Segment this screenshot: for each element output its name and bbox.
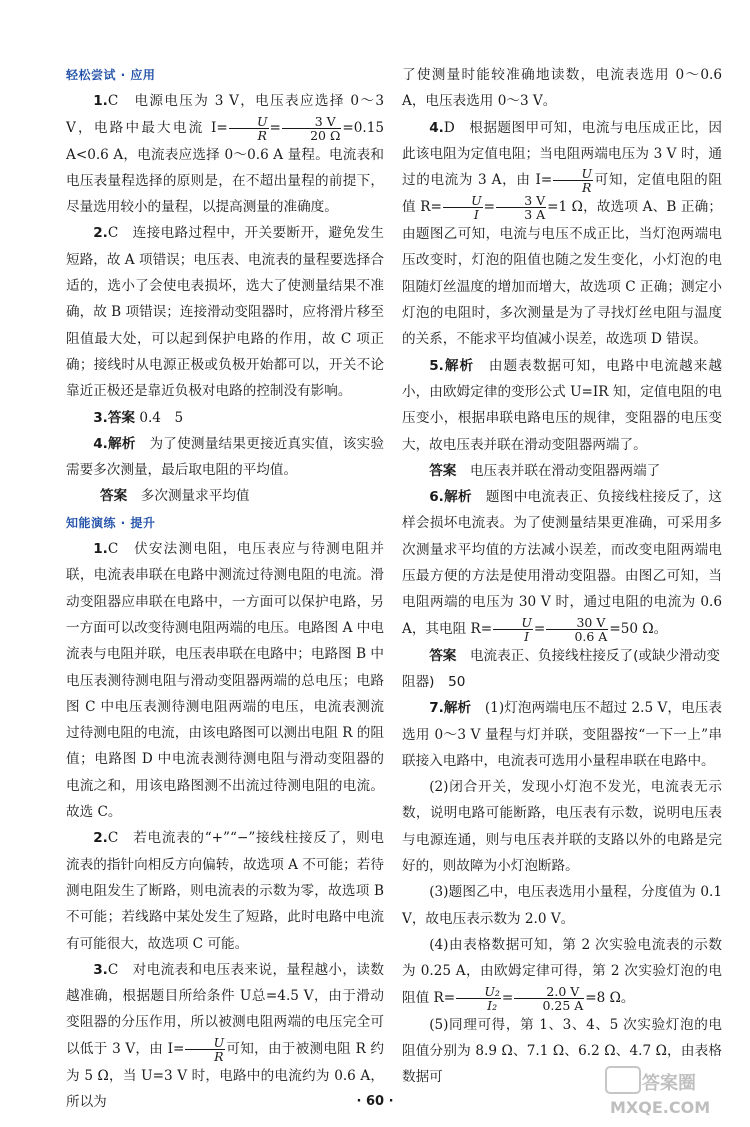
answer-a3: 3.答案 0.4 5: [93, 409, 184, 426]
analysis-label: 解析: [107, 435, 136, 452]
answer-b7-part5: (5)同理可得，第 1、3、4、5 次实验灯泡的电阻值分别为 8.9 Ω、7.1 Ω、6.2 Ω、4.7 Ω，由表格数据可: [402, 1016, 722, 1086]
question-number: 3.: [93, 409, 108, 426]
answer-b4: 4.D 根据题图甲可知，电流与电压成正比，因此该电阻为定值电阻；当电阻两端电压为 3 V 时，通过的电流为 3 A，由 I= $\frac{U}{R}$ 可知，定值电阻的阻值 R= $\frac{U}{I}$ = $\frac{3 V}{3 A}$ =1 Ω，故选项 A、B 正确；由题图乙可知，电流与电压不成正比，当灯泡两端电压改变时，灯泡的阻值也随之发生变化，小灯泡的电阻随灯丝温度的增加而增大，故选项 C 正确；测定小灯泡的电阻时，多次测量是为了寻找灯丝电阻与温度的关系，不能求平均值减小误差，故选项 D 错误。: [402, 119, 722, 348]
fraction: $\frac{U}{I}$: [493, 616, 533, 643]
answer-b3-continued: 了使测量时能较准确地读数，电流表选用 0～0.6 A，电压表选用 0～3 V。: [402, 67, 722, 110]
question-number: 4.: [429, 119, 444, 136]
fraction: $\frac{U}{R}$: [553, 167, 593, 194]
fraction: $\frac{30 V}{0.6 A}$: [546, 616, 608, 643]
answer-b7-part4: (4)由表格数据可知，第 2 次实验电流表的示数为 0.25 A，由欧姆定律可得，第 2 次实验灯泡的电阻值 R= $\frac{\text{U₂}}{\text{I₂}}$ = $\frac{2.0 V}{0.25 A}$ =8 Ω。: [402, 936, 722, 1013]
answer-label: 答案: [429, 462, 457, 479]
answer-b7-part2: (2)闭合开关，发现小灯泡不发光，电流表无示数，说明电路可能断路，电压表有示数，说明电压表与电源连通，则与电压表并联的支路以外的电路是完好的，则故障为小灯泡断路。: [402, 779, 722, 875]
right-column: [402, 62, 722, 1090]
answer-b5: 5.解析 由题表数据可知，电路中电流越来越小，由欧姆定律的变形公式 U=IR 知，定值电阻的电压变小，根据串联电路电压的规律，变阻器的电压变大，故电压表并联在滑动变阻器两端了。: [402, 357, 723, 453]
question-number: 7.: [429, 700, 444, 717]
answer-a2: 2.C 连接电路过程中，开关要断开，避免发生短路，故 A 项错误；电压表、电流表的量程要选择合适的，选小了会使电表损坏，选大了使测量结果不准确，故 B 项错误；连接滑动变阻器时，应将滑片移至阻值最大处，可以起到保护电路的作用，故 C 项正确；接线时从电源正极或负极开始都可以，开关不论靠近正极还是靠近负极对电路的控制没有影响。: [66, 225, 384, 400]
answer-a1: 1.C 电源电压为 3 V，电压表应选择 0～3 V，电路中最大电流 I= $\frac{U}{R}$ = $\frac{3 V}{20 \Omega}$ =0.15 A<0.6 A，电流表应选择 0～0.6 A 量程。电流表和电压表量程选择的原则是，在不超出量程的前提下，尽量选用较小的量程，以提高测量的准确度。: [66, 93, 384, 216]
fraction: $\frac{2.0 V}{0.25 A}$: [514, 985, 584, 1012]
analysis-label: 解析: [443, 489, 472, 506]
question-number: 5.: [429, 357, 444, 374]
fraction: $\frac{U}{I}$: [443, 194, 483, 221]
section-heading-easy-try: 轻松尝试 · 应用: [66, 68, 156, 82]
question-number: 3.: [93, 961, 108, 978]
answer-b7-part3: (3)题图乙中，电压表选用小量程，分度值为 0.1 V，故电压表示数为 2.0 V。: [402, 884, 722, 927]
question-number: 4.: [93, 435, 108, 452]
answer-b2: 2.C 若电流表的“+”“−”接线柱接反了，则电流表的指针向相反方向偏转，故选项 A 不可能；若待测电阻发生了断路，则电流表的示数为零，故选项 B 不可能；若线路中某处发生了短路，此时电路中电流有可能很大，故选项 C 可能。: [66, 830, 384, 952]
fraction: $\frac{3 V}{20 \Omega}$: [282, 115, 341, 142]
answer-b6: 6.解析 题图中电流表正、负接线柱接反了，这样会损坏电流表。为了使测量结果更准确，可采用多次测量求平均值的方法减小误差，而改变电阻两端电压最方便的方法是使用滑动变阻器。由图乙可知，当电阻两端的电压为 30 V 时，通过电阻的电流为 0.6 A，其电阻 R= $\frac{U}{I}$ = $\frac{30 V}{0.6 A}$ =50 Ω。: [402, 489, 723, 644]
answer-b5-result: 答案 电压表并联在滑动变阻器两端了: [429, 462, 661, 479]
answer-a4-result: 答案 多次测量求平均值: [100, 488, 250, 505]
question-number: 2.: [93, 830, 108, 847]
answer-label: 答案: [107, 409, 135, 426]
answer-label: 答案: [100, 488, 128, 505]
question-number: 2.: [93, 225, 108, 242]
question-number: 1.: [93, 93, 108, 110]
fraction: $\frac{\text{U₂}}{\text{I₂}}$: [456, 985, 501, 1012]
fraction: $\frac{U}{R}$: [229, 115, 269, 142]
watermark-logo: [604, 1063, 732, 1119]
fraction: $\frac{3 V}{3 A}$: [496, 194, 546, 221]
section-heading-practice: 知能演练 · 提升: [66, 515, 156, 530]
left-column: [66, 62, 384, 1115]
answer-label: 答案: [429, 647, 457, 664]
question-number: 1.: [93, 541, 108, 558]
page-number: · 60 ·: [356, 1094, 394, 1109]
watermark-title: 答案圈: [642, 1073, 696, 1094]
watermark-domain: MXQE.COM: [610, 1098, 711, 1117]
answer-b3: 3.C 对电流表和电压表来说，量程越小，读数越准确，根据题目所给条件 U总=4.5 V，由于滑动变阻器的分压作用，所以被测电阻两端的电压完全可以低于 3 V，由 I= $\frac{U}{R}$ 可知，由于被测电阻 R 约为 5 Ω，当 U=3 V 时，电路中的电流约为 0.6 A，所以为: [66, 961, 384, 1110]
answer-b1: 1.C 伏安法测电阻，电压表应与待测电阻并联，电流表串联在电路中测流过待测电阻的电流。滑动变阻器应串联在电路中，一方面可以保护电路，另一方面可以改变待测电阻两端的电压。电路图 A 中电流表与电阻并联，电压表串联在电路中；电路图 B 中电压表测待测电阻与滑动变阻器两端的总电压；电路图 C 中电压表测待测电阻两端的电压，电流表测流过待测电阻的电流，由该电路图可以测出电阻 R 的阻值；电路图 D 中电流表测待测电阻与滑动变阻器的电流之和，用该电路图测不出流过待测电阻的电流。故选 C。: [66, 541, 384, 821]
fraction: $\frac{U}{R}$: [185, 1036, 225, 1063]
analysis-label: 解析: [443, 700, 472, 717]
answer-b7: 7.解析 (1)灯泡两端电压不超过 2.5 V，电压表选用 0～3 V 量程与灯并联，变阻器按“一下一上”串联接入电路中，电流表可选用小量程串联在电路中。: [402, 700, 723, 769]
analysis-label: 解析: [443, 357, 475, 374]
question-number: 6.: [429, 489, 444, 506]
answer-a4: 4.解析 为了使测量结果更接近真实值，该实验需要多次测量，最后取电阻的平均值。: [66, 435, 385, 479]
answer-b6-result: 答案 电流表正、负接线柱接反了(或缺少滑动变阻器) 50: [402, 647, 720, 690]
